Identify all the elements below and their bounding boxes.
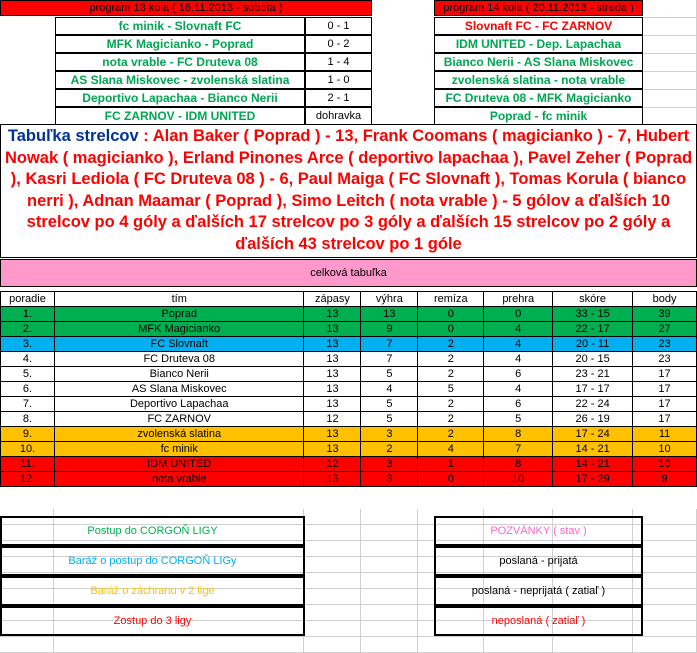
cell-position: 11. (1, 457, 55, 472)
cell-points: 17 (633, 397, 697, 412)
cell-team: IDM UNITED (54, 457, 304, 472)
grid-cell (643, 18, 697, 36)
round13-result: 1 - 4 (305, 53, 372, 71)
column-header: remíza (418, 292, 484, 307)
table-row (1, 412, 697, 427)
grid-cell (304, 525, 361, 541)
table-row (1, 457, 697, 472)
cell-score: 17 - 17 (553, 382, 633, 397)
cell-points: 9 (633, 472, 697, 487)
legend-item-left: Baráž o záchranu v 2 lige (0, 576, 305, 606)
top-scorers-title: Tabuľka strelcov (7, 127, 139, 145)
cell-position: 2. (1, 322, 55, 337)
cell-points: 17 (633, 382, 697, 397)
cell-played: 12 (304, 412, 361, 427)
cell-losses: 6 (484, 397, 553, 412)
cell-points: 17 (633, 367, 697, 382)
standings-title: celková tabuľka (0, 259, 697, 287)
round13-header: program 13 kola ( 16.11.2013 - sobota ) (0, 0, 372, 16)
cell-played: 13 (304, 382, 361, 397)
grid-cell (304, 637, 361, 653)
cell-score: 22 - 24 (553, 397, 633, 412)
grid-cell (553, 637, 633, 653)
cell-losses: 8 (484, 457, 553, 472)
legend-item-right: neposlaná ( zatiaľ ) (434, 606, 643, 636)
cell-played: 13 (304, 307, 361, 322)
round13-match: nota vrable - FC Druteva 08 (55, 53, 305, 71)
grid-cell (304, 573, 361, 589)
cell-team: MFK Magicianko (54, 322, 304, 337)
round13-match: FC ZARNOV - IDM UNITED (55, 107, 305, 125)
round13-match: MFK Magicianko - Poprad (55, 35, 305, 53)
round14-header: program 14 kola ( 20.11.2013 - streda ) (434, 0, 643, 16)
round14-match: FC Druteva 08 - MFK Magicianko (434, 89, 643, 107)
cell-team: AS Slana Miskovec (54, 382, 304, 397)
round14-match: Poprad - fc minik (434, 107, 643, 125)
column-header: výhra (361, 292, 418, 307)
cell-played: 13 (304, 352, 361, 367)
table-row (1, 322, 697, 337)
cell-losses: 5 (484, 412, 553, 427)
grid-cell (418, 637, 484, 653)
cell-draws: 2 (418, 427, 484, 442)
cell-points: 23 (633, 337, 697, 352)
cell-wins: 3 (361, 472, 418, 487)
cell-team: zvolenská slatina (54, 427, 304, 442)
standings-header-row (1, 292, 697, 307)
grid-cell (304, 557, 361, 573)
cell-points: 11 (633, 427, 697, 442)
cell-score: 14 - 21 (553, 457, 633, 472)
legend-item-left: Baráž o postup do CORGOŇ LIGy (0, 546, 305, 576)
cell-points: 39 (633, 307, 697, 322)
grid-cell (484, 637, 553, 653)
cell-draws: 5 (418, 382, 484, 397)
grid-cell (361, 589, 418, 605)
cell-score: 22 - 17 (553, 322, 633, 337)
cell-draws: 2 (418, 337, 484, 352)
column-header: poradie (1, 292, 55, 307)
standings-table (0, 291, 697, 487)
cell-score: 17 - 29 (553, 472, 633, 487)
table-row (1, 472, 697, 487)
cell-draws: 0 (418, 472, 484, 487)
cell-score: 26 - 19 (553, 412, 633, 427)
round13-result: 1 - 0 (305, 71, 372, 89)
cell-played: 13 (304, 367, 361, 382)
round13-match: fc minik - Slovnaft FC (55, 17, 305, 35)
table-row (1, 352, 697, 367)
cell-losses: 8 (484, 427, 553, 442)
round13-result: dohravka (305, 107, 372, 125)
cell-wins: 9 (361, 322, 418, 337)
cell-points: 27 (633, 322, 697, 337)
cell-played: 13 (304, 322, 361, 337)
legend-item-right: poslaná - prijatá (434, 546, 643, 576)
cell-team: FC Druteva 08 (54, 352, 304, 367)
cell-draws: 0 (418, 322, 484, 337)
cell-losses: 7 (484, 442, 553, 457)
cell-draws: 4 (418, 442, 484, 457)
round14-match: Bianco Nerii - AS Slana Miskovec (434, 53, 643, 71)
round13-match: AS Slana Miskovec - zvolenská slatina (55, 71, 305, 89)
cell-points: 10 (633, 442, 697, 457)
grid-cell (361, 573, 418, 589)
grid-cell (304, 605, 361, 621)
grid-cell (54, 637, 304, 653)
cell-wins: 7 (361, 337, 418, 352)
cell-losses: 6 (484, 367, 553, 382)
legend-item-left: Zostup do 3 ligy (0, 606, 305, 636)
table-row (1, 442, 697, 457)
round14-match: IDM UNITED - Dep. Lapachaa (434, 35, 643, 53)
cell-draws: 2 (418, 367, 484, 382)
cell-wins: 5 (361, 412, 418, 427)
cell-team: Bianco Nerii (54, 367, 304, 382)
round14-match: Slovnaft FC - FC ZARNOV (434, 17, 643, 35)
cell-score: 23 - 21 (553, 367, 633, 382)
cell-position: 10. (1, 442, 55, 457)
column-header: skóre (553, 292, 633, 307)
grid-cell (0, 637, 54, 653)
grid-cell (643, 36, 697, 54)
cell-draws: 2 (418, 352, 484, 367)
cell-wins: 5 (361, 397, 418, 412)
round13-match: Deportivo Lapachaa - Bianco Nerii (55, 89, 305, 107)
cell-position: 1. (1, 307, 55, 322)
cell-team: Deportivo Lapachaa (54, 397, 304, 412)
grid-cell (304, 541, 361, 557)
cell-points: 10 (633, 457, 697, 472)
cell-wins: 3 (361, 427, 418, 442)
legend-item-left: Postup do CORGOŇ LIGY (0, 516, 305, 546)
table-row (1, 427, 697, 442)
top-scorers-panel (0, 124, 697, 258)
grid-cell (643, 0, 697, 18)
cell-draws: 1 (418, 457, 484, 472)
cell-position: 6. (1, 382, 55, 397)
cell-wins: 3 (361, 457, 418, 472)
legend-item-right: poslaná - neprijatá ( zatiaľ ) (434, 576, 643, 606)
grid-cell (361, 541, 418, 557)
cell-team: fc minik (54, 442, 304, 457)
cell-draws: 0 (418, 307, 484, 322)
cell-score: 14 - 21 (553, 442, 633, 457)
grid-cell (361, 525, 418, 541)
cell-position: 4. (1, 352, 55, 367)
cell-played: 13 (304, 442, 361, 457)
top-scorers-text: : Alan Baker ( Poprad ) - 13, Frank Coomans ( magicianko ) - 7, Hubert Nowak ( magicianko ), Erland Pinones Arce ( deportivo lapachaa ), Pavel Zeher ( Poprad ), Kasri Lediola ( FC Druteva 08 ) - 6, Paul Maiga ( FC Slovnaft ), Tomas Korula ( bianco nerri ), Adnan Maamar ( Poprad ), Simo Leitch ( nota vrable ) - 5 gólov a ďalších 10 strelcov po 4 góly a ďalších 17 strelcov po 3 góly a ďalších 15 strelcov po 2 góly a ďalších 43 strelcov po 1 góle (4, 127, 693, 253)
grid-cell (361, 621, 418, 637)
grid-cell (643, 72, 697, 90)
grid-cell (361, 509, 418, 525)
round13-result: 0 - 1 (305, 17, 372, 35)
cell-wins: 13 (361, 307, 418, 322)
cell-wins: 5 (361, 367, 418, 382)
cell-team: Poprad (54, 307, 304, 322)
cell-score: 33 - 15 (553, 307, 633, 322)
grid-cell (361, 557, 418, 573)
cell-position: 8. (1, 412, 55, 427)
cell-losses: 4 (484, 337, 553, 352)
cell-losses: 4 (484, 382, 553, 397)
cell-wins: 7 (361, 352, 418, 367)
cell-losses: 0 (484, 307, 553, 322)
cell-played: 13 (304, 427, 361, 442)
cell-losses: 4 (484, 352, 553, 367)
cell-losses: 10 (484, 472, 553, 487)
cell-position: 9. (1, 427, 55, 442)
cell-wins: 4 (361, 382, 418, 397)
cell-played: 12 (304, 457, 361, 472)
cell-played: 13 (304, 337, 361, 352)
cell-points: 17 (633, 412, 697, 427)
cell-score: 20 - 15 (553, 352, 633, 367)
cell-draws: 2 (418, 412, 484, 427)
column-header: tím (54, 292, 304, 307)
column-header: prehra (484, 292, 553, 307)
column-header: zápasy (304, 292, 361, 307)
cell-team: nota vrable (54, 472, 304, 487)
round13-result: 2 - 1 (305, 89, 372, 107)
grid-cell (304, 621, 361, 637)
grid-cell (633, 637, 697, 653)
cell-points: 23 (633, 352, 697, 367)
cell-position: 3. (1, 337, 55, 352)
cell-position: 5. (1, 367, 55, 382)
grid-cell (304, 509, 361, 525)
round13-result: 0 - 2 (305, 35, 372, 53)
cell-team: FC Slovnaft (54, 337, 304, 352)
cell-played: 13 (304, 472, 361, 487)
legend-item-right: POZVÁNKY ( stav ) (434, 516, 643, 546)
table-row (1, 382, 697, 397)
cell-wins: 2 (361, 442, 418, 457)
table-row (1, 397, 697, 412)
grid-cell (361, 637, 418, 653)
table-row (1, 307, 697, 322)
cell-score: 20 - 11 (553, 337, 633, 352)
table-row (1, 367, 697, 382)
cell-losses: 4 (484, 322, 553, 337)
cell-position: 7. (1, 397, 55, 412)
round14-match: zvolenská slatina - nota vrable (434, 71, 643, 89)
grid-cell (643, 54, 697, 72)
grid-cell (304, 589, 361, 605)
table-row (1, 337, 697, 352)
cell-played: 13 (304, 397, 361, 412)
column-header: body (633, 292, 697, 307)
cell-draws: 2 (418, 397, 484, 412)
cell-score: 17 - 24 (553, 427, 633, 442)
grid-cell (643, 90, 697, 108)
cell-team: FC ZARNOV (54, 412, 304, 427)
grid-cell (361, 605, 418, 621)
cell-position: 12. (1, 472, 55, 487)
